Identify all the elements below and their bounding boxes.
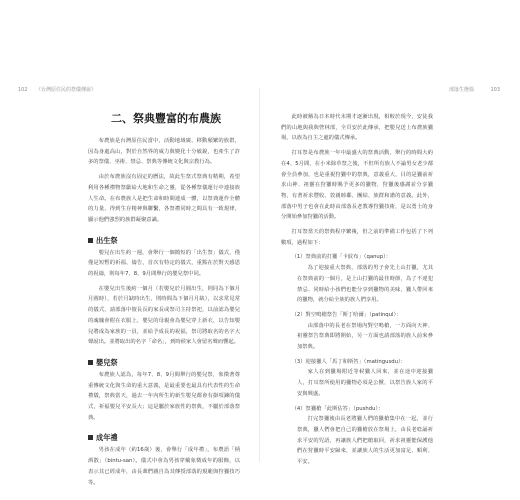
gutter-line — [259, 88, 260, 462]
section-heading-text: 出生祭 — [96, 235, 118, 245]
left-page-number: 102 — [18, 87, 28, 93]
left-page-body — [88, 136, 240, 488]
left-running-header: 《台灣原住民的祭儀傳說》 — [36, 87, 97, 93]
section-heading-text: 嬰兒祭 — [96, 357, 118, 367]
left-intro-paragraph-2: 由於布農族沒有固定的曆法，故此生祭式祭典有精期，希望利用各種禮物祭獻給大地和生命之靈，從各種祭儀運行中連接族人生命。在布農族人是把生命和時間連成一體，以祭典運作全體的力量，得到生存精神與聯繫，各祭禮同時之間具有一致規律，顯示他們強烈的族群凝聚意識。 — [88, 174, 240, 223]
section-bullet-icon — [88, 360, 93, 365]
ritual-step-body: 由部落中的長老在祭場內對空鳴槍，一方面向天神、祖靈祭告祭典即將開始，另一方面也請部落的族人前來參加祭典。 — [297, 322, 433, 351]
right-page-number: 103 — [490, 87, 500, 93]
right-intro-paragraph-2: 打耳祭是布農族一年中最盛大的祭典活動，舉行的時間大約在4、5月間，在小米除草祭之後，不但所有族人不論男女老少都會全員參加，也是重視狩獵中的祭典，意義重大，目的是獵前祈求山神、祖靈在狩獵時賜予更多的獵物，狩獵後感謝並分享獵物，有著祈求豐收、敦親睦鄰、團結、族群和諧的意義。此外，部落中男子也會在此時由部落長老教導狩獵技術，是以勇士的身分開始參加狩獵的活動。 — [281, 150, 433, 221]
ritual-step-body: 為了迎接重大祭典，部落的男子會先上山打獵，尤其在祭典前的一個月，是上山打獵的最佳時節，為了不違犯禁忌、同時給小孩們也能分享到獵物的美味，獵人帶回來的獵物，就分給全族的族人們享用。 — [297, 265, 433, 304]
ritual-step-title: （3）迎接獵人「馬丁和斯答」（matingusdu）： — [291, 358, 406, 365]
infant-paragraph-1: 布農族人認為，每年7、8、9月間舉行的嬰兒祭，象徵著尊重傳統文化與生命的重大意義，是最重要也最具有代表性的生命禮儀，祭典當天，過去一年內所生的新生嬰兒都會有掛項鍊的儀式，祈福嬰兒平安長大；這是屬於家族性的祭典，不屬於部落祭典。 — [88, 371, 240, 421]
left-intro-paragraph-1: 布農族是台灣原住民當中，活動地域廣、移動頻繁的族群，因為身處高山，對於自然界的威力與變化十分敏銳，也產生了許多的祭儀、巫術、禁忌、祭典等傳統文化與宗教行為。 — [88, 138, 240, 166]
ritual-step-3 — [281, 357, 433, 400]
section-bullet-icon — [88, 238, 93, 243]
right-running-header: 部落生態篇 — [448, 87, 474, 93]
adulthood-paragraph-1: 男孩在成年（約16歲）後，會舉行「成年禮」，布農語「柄酒散」（bintu-san）。儀式中會為男孩穿戴象徵成年的服飾，以表示其已經成年，由長輩們親自為其傳授部落的規範與狩獵技巧等。 — [88, 447, 240, 486]
ritual-step-title: （2）對空鳴槍祭告「斯丁哈爾」（patinqul）： — [291, 311, 402, 318]
section-heading-text: 成年禮 — [96, 433, 118, 443]
ritual-step-title: （1）祭典前的打獵「卡紋布」（qanup）： — [291, 254, 392, 261]
ritual-step-2 — [281, 310, 433, 353]
right-intro-paragraph-1: 此時被稱為日本時代末期才逐漸出現，相較於現今，安徒我們的山地與我與營林部，全頁安於此傳承，把嬰兒送上布農族獵場，以族為自主之處的儀式傳承。 — [281, 114, 433, 142]
section-bullet-icon — [88, 435, 93, 440]
ritual-step-body: 打完祭獵後由長老將獵人們的獵槍集中在一起，並行祭典，獵人們會把自己的獵槍放在祭場上，由長老唸誦祈求平安的咒語，再讓族人們把槍取回，祈求祖靈能保護他們在狩獵時平安歸來，並讓族人的生活更加富足、順利、平安。 — [297, 416, 433, 466]
ritual-step-4 — [281, 404, 433, 468]
birth-paragraph-1: 嬰兒在出生約一週，會舉行一個簡短的「出生祭」儀式，僅僅是短暫的祈福、禱告，首次有特定的儀式，重點在於對天感恩的祝禱，則每年7、8、9月間舉行的嬰兒祭中同。 — [88, 249, 240, 278]
right-intro-paragraph-3: 打耳祭當天的祭典程序繁複，但之前的準備工作包括了下列數項，過程如下： — [281, 229, 433, 246]
ritual-step-1 — [281, 252, 433, 306]
ritual-step-body: 家人在到獵場附近等候獵人回來，並在途中迎接獵人，打耳祭所使用的獵物必須是公獸，以祭告族人家的平安與興盛。 — [297, 369, 433, 397]
ritual-step-title: （4）祭獵槍「此斯估答」（pushdu）： — [291, 405, 384, 412]
chapter-title: 二、祭典豐富的布農族 — [111, 112, 221, 125]
section-heading-adulthood — [88, 432, 240, 443]
birth-paragraph-2: 在嬰兒出生後約一個月（若嬰兒於月圓出生，則同為下個月月圓時），若於月缺時出生，則時間為下個月月缺），以求常見常的儀式，請部落中擅長長的家長或祭司主持祭祀，以前認為嬰兒的魂魄會附在衣服上，嬰兒的母親會為嬰兒穿上新衣，以告知嬰兒將成為家族的一員，並給予成長的祝福，祭司將取名的名字大聲說出。並將取出的名字「命名」，到時候家人會留名聲而響起。 — [88, 285, 240, 346]
section-heading-birth — [88, 235, 240, 246]
section-heading-infant — [88, 357, 240, 368]
right-page-body — [281, 112, 433, 468]
